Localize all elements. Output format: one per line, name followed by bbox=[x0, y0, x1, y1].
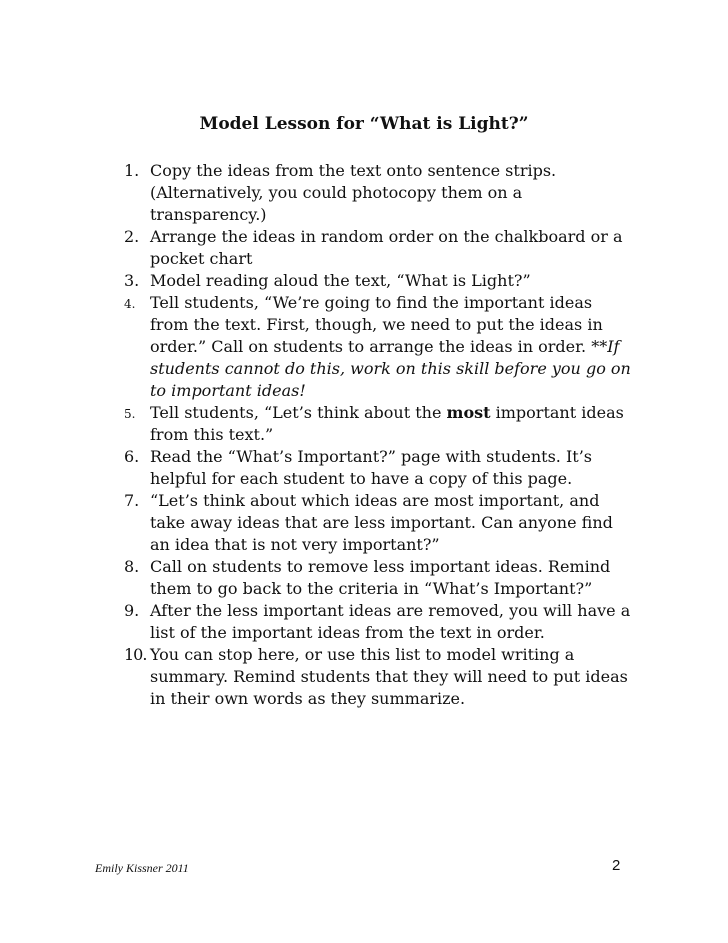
step-item-5 bbox=[124, 402, 634, 446]
step-number: 6. bbox=[124, 447, 140, 466]
step-number: 7. bbox=[124, 491, 140, 510]
step-text-before: Tell students, “Let’s think about the bbox=[150, 403, 447, 422]
step-item-9 bbox=[124, 600, 634, 644]
step-item-7 bbox=[124, 490, 634, 556]
step-item-6 bbox=[124, 446, 634, 490]
step-number: 2. bbox=[124, 227, 140, 246]
page-number: 2 bbox=[612, 857, 621, 874]
step-text: Call on students to remove less important ideas. Remind them to go back to the criteria in “What’s Important?” bbox=[150, 557, 611, 598]
step-text: Tell students, “We’re going to find the important ideas from the text. First, though, we need to put the ideas in order.” Call on students to arrange the ideas in order. bbox=[150, 293, 603, 356]
step-text-after: important ideas from this text.” bbox=[150, 403, 624, 444]
step-text: Copy the ideas from the text onto sentence strips. (Alternatively, you could photocopy them on a transparency.) bbox=[150, 161, 557, 224]
step-number: 1. bbox=[124, 161, 140, 180]
page-title: Model Lesson for “What is Light?” bbox=[199, 114, 529, 134]
footer-author: Emily Kissner 2011 bbox=[95, 861, 189, 875]
step-text: “Let’s think about which ideas are most important, and take away ideas that are less important. Can anyone find an idea that is not very important?” bbox=[150, 491, 613, 554]
step-number: 4. bbox=[124, 297, 136, 311]
step-number: 10. bbox=[124, 645, 147, 664]
step-text: Arrange the ideas in random order on the chalkboard or a pocket chart bbox=[150, 227, 623, 268]
step-number: 3. bbox=[124, 271, 140, 290]
step-number: 9. bbox=[124, 601, 140, 620]
step-number: 5. bbox=[124, 407, 136, 421]
step-item-8 bbox=[124, 556, 634, 600]
step-item-1 bbox=[124, 160, 634, 226]
step-item-4 bbox=[124, 292, 634, 402]
step-number: 8. bbox=[124, 557, 140, 576]
step-text-emphasis: most bbox=[446, 403, 491, 422]
step-item-10 bbox=[124, 644, 634, 710]
step-text: Read the “What’s Important?” page with students. It’s helpful for each student to have a copy of this page. bbox=[150, 447, 592, 488]
step-item-2 bbox=[124, 226, 634, 270]
lesson-steps-list bbox=[124, 160, 634, 710]
step-text: After the less important ideas are removed, you will have a list of the important ideas from the text in order. bbox=[150, 601, 631, 642]
step-text: You can stop here, or use this list to model writing a summary. Remind students that they will need to put ideas in their own words as they summarize. bbox=[150, 645, 628, 708]
step-item-3 bbox=[124, 270, 634, 292]
step-note: **If students cannot do this, work on this skill before you go on to important ideas! bbox=[150, 337, 631, 400]
step-text: Model reading aloud the text, “What is Light?” bbox=[150, 271, 531, 290]
